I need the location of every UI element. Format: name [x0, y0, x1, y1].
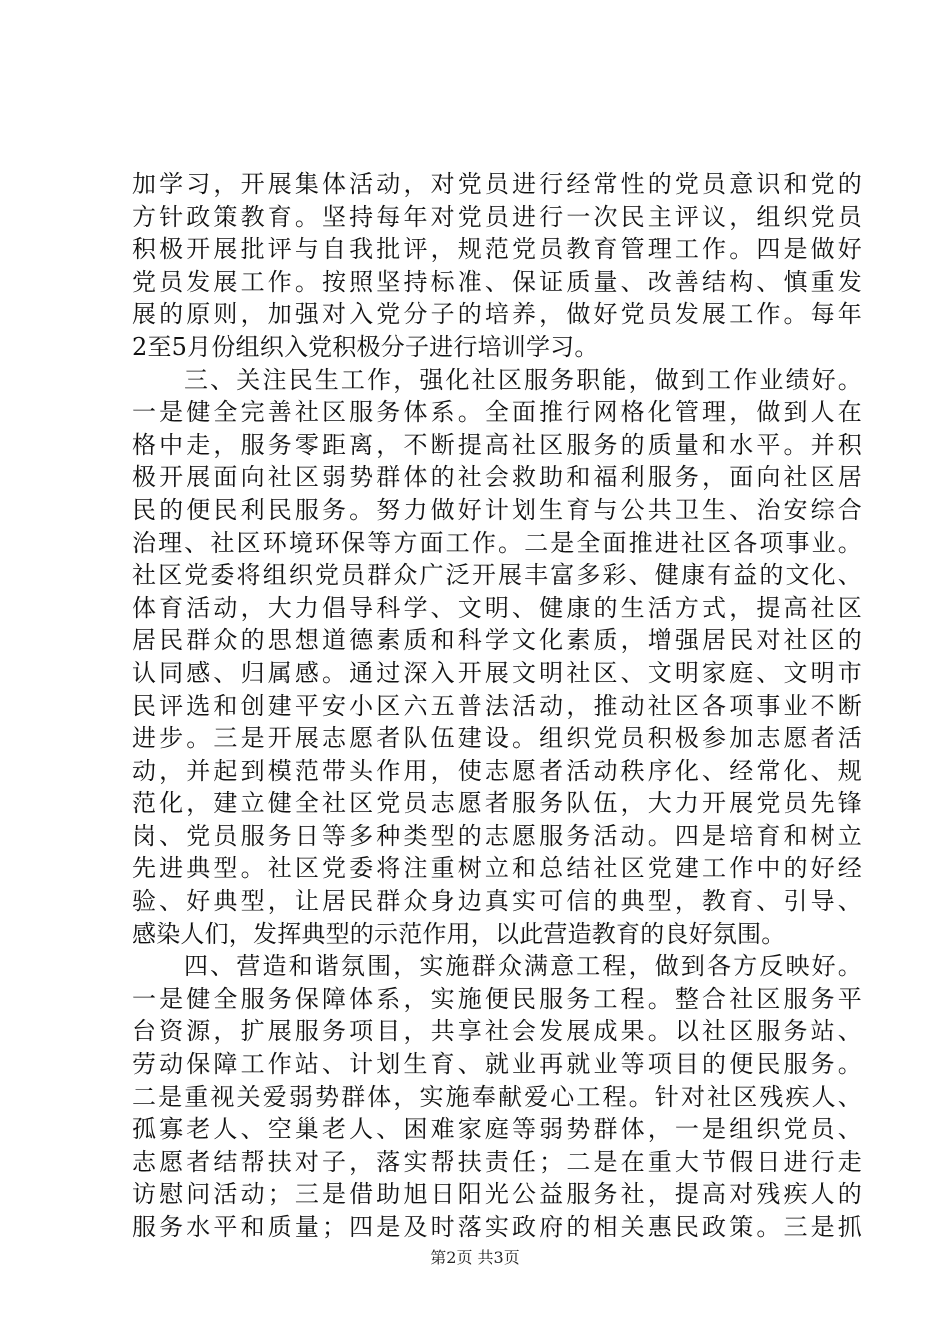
text-line: 加学习，开展集体活动，对党员进行经常性的党员意识和党的	[132, 170, 862, 198]
text-line: 感染人们，发挥典型的示范作用，以此营造教育的良好氛围。	[132, 919, 786, 948]
text-line: 认同感、归属感。通过深入开展文明社区、文明家庭、文明市	[132, 658, 862, 687]
text-line: 民评选和创建平安小区六五普法活动，推动社区各项事业不断	[132, 691, 862, 720]
text-line: 党员发展工作。按照坚持标准、保证质量、改善结构、慎重发	[132, 267, 862, 296]
text-line: 二是重视关爱弱势群体，实施奉献爱心工程。针对社区残疾人、	[132, 1082, 862, 1111]
text-line: 方针政策教育。坚持每年对党员进行一次民主评议，组织党员	[132, 202, 862, 231]
text-line: 一是健全完善社区服务体系。全面推行网格化管理，做到人在	[132, 398, 862, 427]
section-heading-4: 四、营造和谐氛围，实施群众满意工程，做到各方反映好。	[184, 952, 862, 981]
text-line: 动，并起到模范带头作用，使志愿者活动秩序化、经常化、规	[132, 756, 862, 785]
text-line: 民的便民利民服务。努力做好计划生育与公共卫生、治安综合	[132, 495, 862, 524]
text-line: 范化，建立健全社区党员志愿者服务队伍，大力开展党员先锋	[132, 789, 862, 818]
text-line: 极开展面向社区弱势群体的社会救助和福利服务，面向社区居	[132, 463, 862, 492]
section-heading-3: 三、关注民生工作，强化社区服务职能，做到工作业绩好。	[184, 365, 862, 394]
text-line: 居民群众的思想道德素质和科学文化素质，增强居民对社区的	[132, 626, 862, 655]
text-line: 2至5月份组织入党积极分子进行培训学习。	[132, 332, 599, 361]
text-line: 体育活动，大力倡导科学、文明、健康的生活方式，提高社区	[132, 593, 862, 622]
text-line: 展的原则，加强对入党分子的培养，做好党员发展工作。每年	[132, 300, 862, 329]
text-line: 先进典型。社区党委将注重树立和总结社区党建工作中的好经	[132, 854, 862, 883]
page-number: 第2页 共3页	[430, 1248, 520, 1267]
text-line: 积极开展批评与自我批评，规范党员教育管理工作。四是做好	[132, 235, 862, 264]
text-line: 访慰问活动；三是借助旭日阳光公益服务社，提高对残疾人的	[132, 1180, 862, 1209]
text-line: 验、好典型，让居民群众身边真实可信的典型，教育、引导、	[132, 887, 862, 916]
text-line: 岗、党员服务日等多种类型的志愿服务活动。四是培育和树立	[132, 821, 862, 850]
text-line: 格中走，服务零距离，不断提高社区服务的质量和水平。并积	[132, 430, 862, 459]
text-line: 志愿者结帮扶对子，落实帮扶责任；二是在重大节假日进行走	[132, 1147, 862, 1176]
text-line: 劳动保障工作站、计划生育、就业再就业等项目的便民服务。	[132, 1050, 862, 1079]
text-line: 社区党委将组织党员群众广泛开展丰富多彩、健康有益的文化、	[132, 561, 862, 590]
text-line: 治理、社区环境环保等方面工作。二是全面推进社区各项事业。	[132, 528, 862, 557]
text-line: 孤寡老人、空巢老人、困难家庭等弱势群体，一是组织党员、	[132, 1115, 862, 1144]
body-text	[132, 168, 862, 1244]
text-line: 进步。三是开展志愿者队伍建设。组织党员积极参加志愿者活	[132, 724, 862, 753]
text-line: 一是健全服务保障体系，实施便民服务工程。整合社区服务平	[132, 984, 862, 1013]
text-line: 台资源，扩展服务项目，共享社会发展成果。以社区服务站、	[132, 1017, 862, 1046]
text-line: 服务水平和质量；四是及时落实政府的相关惠民政策。三是抓	[132, 1213, 862, 1241]
